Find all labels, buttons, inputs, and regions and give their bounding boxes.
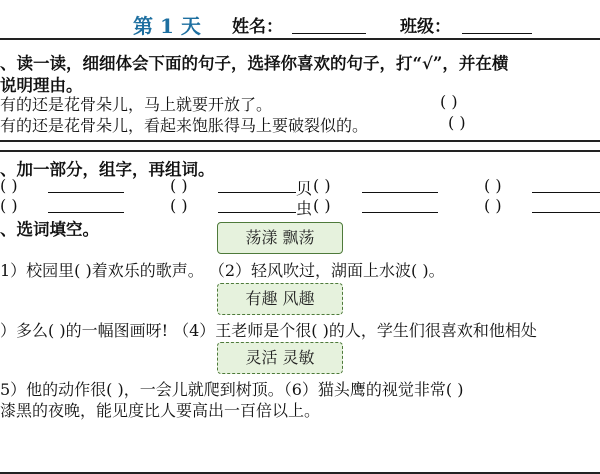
section1-heading-line1: 、读一读，细细体会下面的句子，选择你喜欢的句子，打“√”，并在横 bbox=[0, 54, 509, 73]
row1-blank-4[interactable] bbox=[532, 192, 600, 193]
question-6-continued: 漆黑的夜晚，能见度比人要高出一百倍以上。 bbox=[0, 401, 321, 420]
word-bank-3: 灵活 灵敏 bbox=[217, 342, 343, 374]
row1-blank-2[interactable] bbox=[218, 192, 296, 193]
row2-blank-2[interactable] bbox=[218, 212, 296, 213]
question-5-6[interactable]: 5）他的动作很( )，一会儿就爬到树顶。（6）猫头鹰的视觉非常( ) bbox=[0, 380, 464, 399]
question-1-2[interactable]: 1）校园里( )着欢乐的歌声。 （2）轻风吹过，湖面上水波( )。 bbox=[0, 261, 445, 280]
row2-blank-3[interactable] bbox=[362, 212, 438, 213]
row2-radical: 虫 bbox=[296, 199, 313, 218]
name-label: 姓名： bbox=[232, 17, 283, 37]
row1-blank-3[interactable] bbox=[362, 192, 438, 193]
sentence-2-checkbox[interactable]: ( ) bbox=[448, 113, 466, 132]
page-title: 第 1 天 bbox=[133, 14, 201, 38]
row2-paren-3[interactable]: ( ) bbox=[313, 196, 331, 215]
word-bank-1: 荡漾 飘荡 bbox=[217, 222, 343, 254]
row1-paren-2[interactable]: ( ) bbox=[170, 176, 188, 195]
section3-heading: 、选词填空。 bbox=[0, 220, 99, 239]
row2-blank-1[interactable] bbox=[48, 212, 124, 213]
sentence-2: 有的还是花骨朵儿，看起来饱胀得马上要破裂似的。 bbox=[0, 116, 369, 135]
name-blank[interactable] bbox=[292, 33, 366, 34]
row1-blank-1[interactable] bbox=[48, 192, 124, 193]
class-label: 班级： bbox=[400, 17, 451, 37]
sentence-1: 有的还是花骨朵儿，马上就要开放了。 bbox=[0, 95, 273, 114]
row1-paren-1[interactable]: ( ) bbox=[0, 176, 18, 195]
row1-paren-3[interactable]: ( ) bbox=[313, 176, 331, 195]
class-blank[interactable] bbox=[462, 33, 532, 34]
row1-paren-4[interactable]: ( ) bbox=[484, 176, 502, 195]
section1-heading-line2: 说明理由。 bbox=[0, 76, 83, 95]
sentence-1-checkbox[interactable]: ( ) bbox=[440, 92, 458, 111]
question-3-4[interactable]: ）多么( )的一幅图画呀! （4）王老师是个很( )的人，学生们很喜欢和他相处 bbox=[0, 321, 537, 340]
section2-heading: 、加一部分，组字，再组词。 bbox=[0, 160, 215, 179]
row2-blank-4[interactable] bbox=[532, 212, 600, 213]
word-bank-2: 有趣 风趣 bbox=[217, 283, 343, 315]
row2-paren-2[interactable]: ( ) bbox=[170, 196, 188, 215]
row2-paren-1[interactable]: ( ) bbox=[0, 196, 18, 215]
row2-paren-4[interactable]: ( ) bbox=[484, 196, 502, 215]
row1-radical: 贝 bbox=[296, 179, 313, 198]
